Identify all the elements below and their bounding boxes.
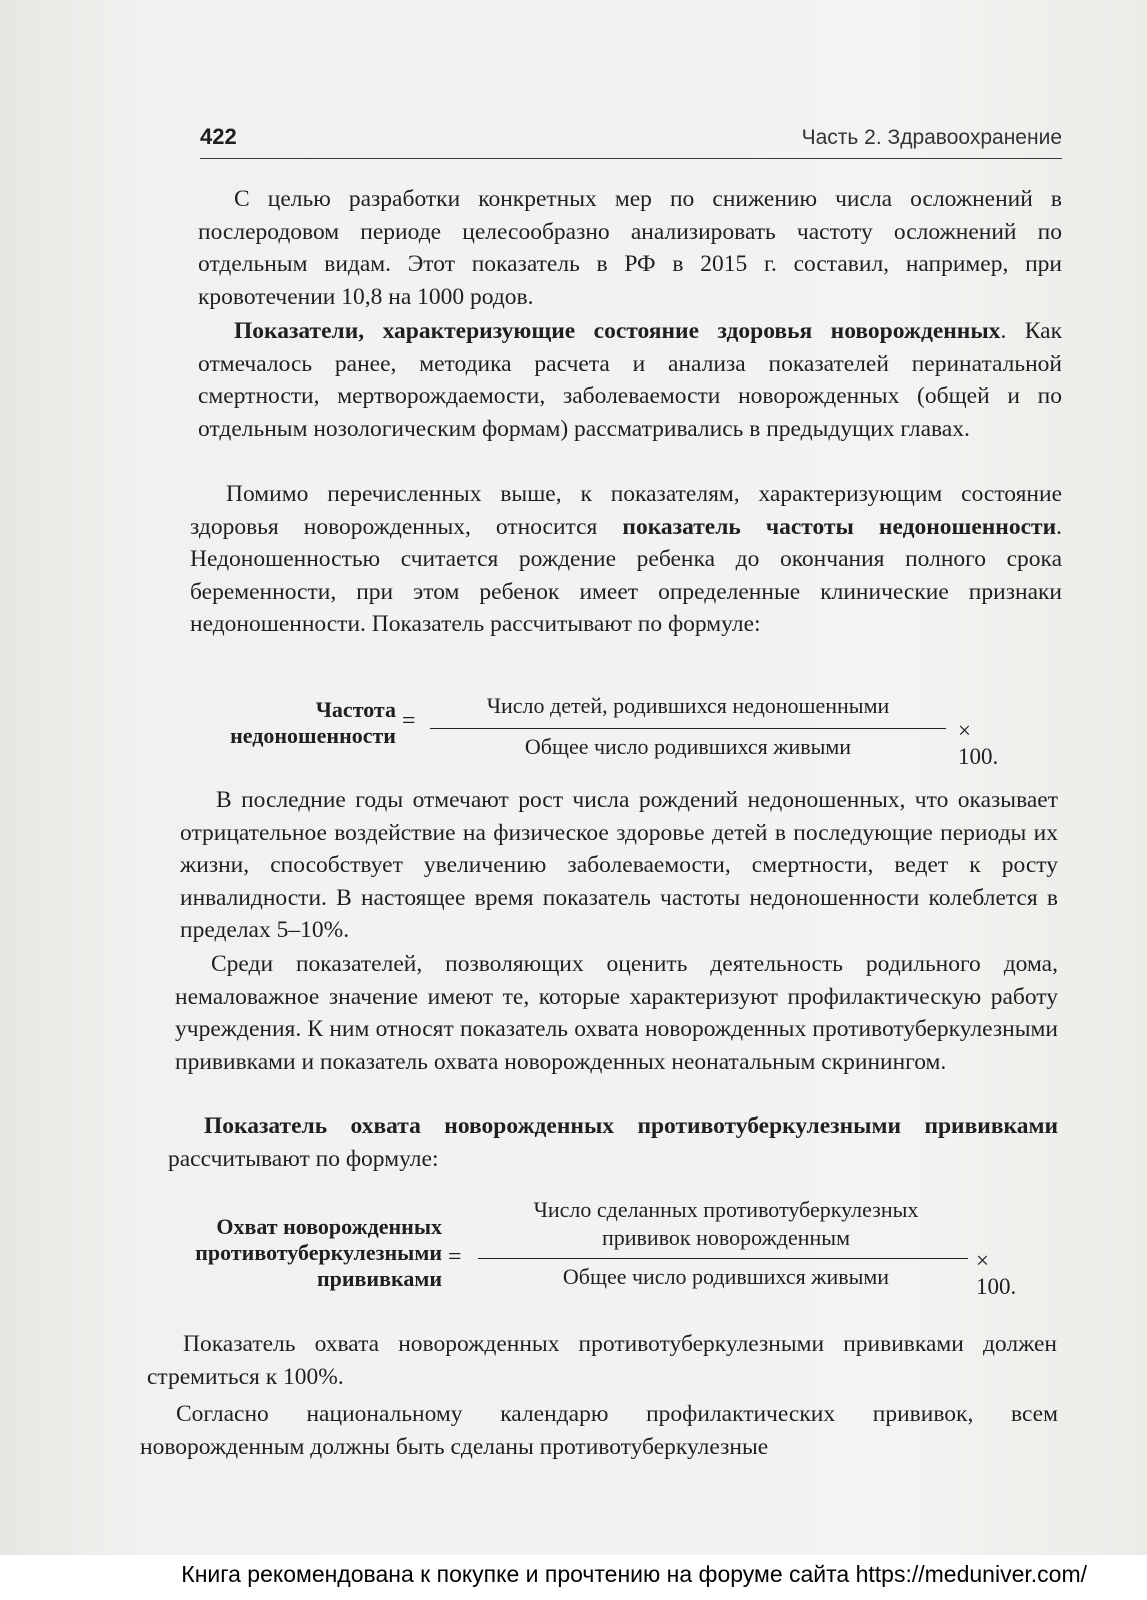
formula-tb-lhs [150,1214,442,1292]
formula-prematurity-denominator: Общее число родившихся живыми [524,734,852,759]
fraction-bar [430,728,946,729]
paragraph-complications: С целью разработки конкретных мер по снижению числа осложнений в послеродовом периоде целесообразно анализировать частоту осложнений по отдельным видам. Этот показатель в РФ в 2015 г. составил, например, при кровотечении 10,8 на 1000 родов. [198,186,1062,310]
formula-prematurity-numerator: Число детей, родившихся недоношенными [486,693,890,718]
term-newborn-health: Показатели, характеризующие состояние здоровья новорожденных [234,318,1001,344]
footer-text: Книга рекомендована к покупке и прочтению на форуме сайта https://meduniver.com/ [181,1561,1087,1587]
running-title: Часть 2. Здравоохранение [801,126,1062,149]
formula-prematurity-multiplier: × 100. [958,718,999,769]
formula-prematurity-equals: = [402,708,416,734]
paragraph-tb-target: Показатель охвата новорожденных противотуберкулезными прививками должен стремиться к 100%. [147,1331,1057,1390]
formula-prematurity-lhs [200,697,396,749]
page-number: 422 [200,124,237,149]
paragraph-vaccination-calendar: Согласно национальному календарю профилактических прививок, всем новорожденным должны быть сделаны противотуберкулезные [140,1401,1058,1460]
formula-tb-lhs-line3: прививками [316,1266,442,1291]
term-prematurity-rate: показатель частоты недоношенности [622,513,1057,540]
paragraph-prematurity-trend: В последние годы отмечают рост числа рождений недоношенных, что оказывает отрицательное воздействие на физическое здоровье детей в последующие периоды их жизни, способствует увеличению заболеваемости, смертности, ведет к росту инвалидности. В настоящее время показатель частоты недоношенности колеблется в пределах 5–10%. [180,787,1058,943]
term-tb-vaccination-coverage: Показатель охвата новорожденных противотуберкулезными прививками [204,1113,1058,1139]
paragraph-tb-coverage-intro: Показатель охвата новорожденных противотуберкулезными прививками рассчитывают по формуле: [168,1113,1058,1172]
formula-tb-lhs-line2: противотуберкулезными [195,1240,442,1265]
footer-banner [0,1555,1147,1600]
formula-tb-numerator [476,1196,976,1252]
formula-tb-equals: = [448,1244,462,1270]
fraction-bar [478,1258,968,1259]
page-header [200,124,1062,159]
paragraph-prematurity: Помимо перечисленных выше, к показателям, характеризующим состояние здоровья новорожденных, относится показатель частоты недоношенности. Недоношенностью считается рождение ребенка до окончания полного срока беременности, при этом ребенок имеет определенные клинические признаки недоношенности. Показатель рассчитывают по формуле: [190,481,1062,637]
formula-tb-denominator: Общее число родившихся живыми [562,1264,890,1289]
formula-prematurity-lhs-line2: недоношенности [230,723,396,748]
paragraph-maternity-prevention: Среди показателей, позволяющих оценить деятельность родильного дома, немаловажное значение имеют те, которые характеризуют профилактическую работу учреждения. К ним относят показатель охвата новорожденных противотуберкулезными прививками и показатель охвата новорожденных неонатальным скринингом. [175,951,1058,1075]
formula-tb-numerator-line1: Число сделанных противотуберкулезных [533,1197,919,1222]
formula-tb-numerator-line2: прививок новорожденным [601,1225,850,1250]
formula-tb-lhs-line1: Охват новорожденных [216,1214,442,1239]
formula-prematurity-lhs-line1: Частота [315,697,396,722]
paragraph-newborn-health: Показатели, характеризующие состояние здоровья новорожденных. Как отмечалось ранее, методика расчета и анализа показателей перинатальной смертности, мертворождаемости, заболеваемости новорожденных (общей и по отдельным нозологическим формам) рассматривались в предыдущих главах. [198,318,1062,442]
formula-tb-multiplier: × 100. [976,1248,1017,1299]
